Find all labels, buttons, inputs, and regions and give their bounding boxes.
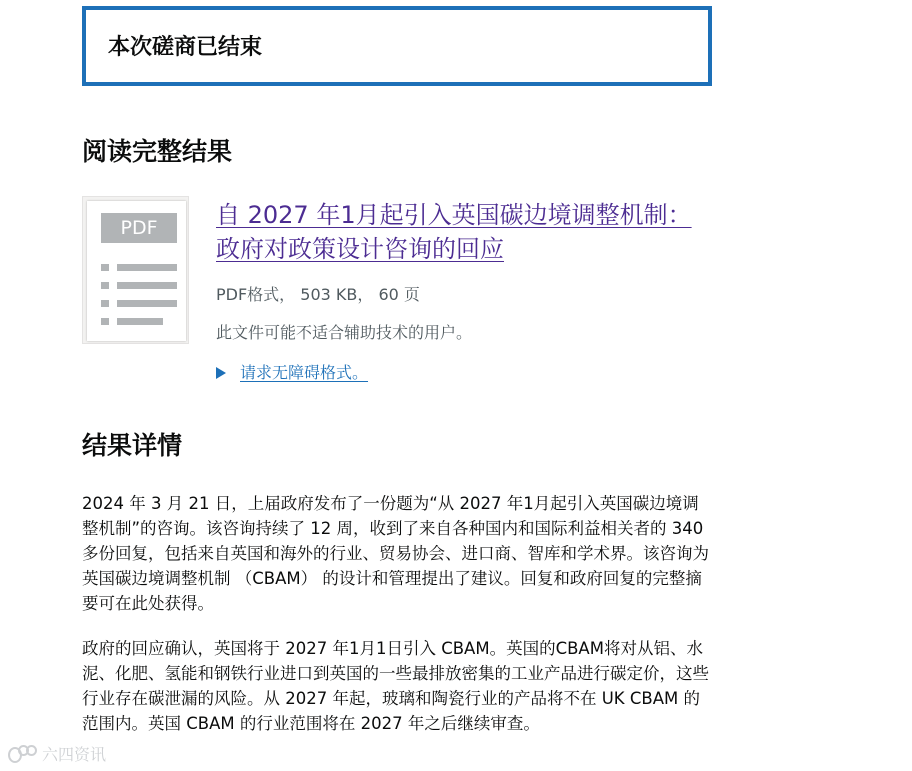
doc-bullet-icon xyxy=(101,318,109,325)
watermark xyxy=(8,742,106,765)
detail-paragraph: 政府的回应确认，英国将于 2027 年1月1日引入 CBAM。英国的CBAM将对从铝、水泥、化肥、氢能和钢铁行业进口到英国的一些最排放密集的工业产品进行碳定价，这些行业存在碳泄漏的风险。从 2027 年起，玻璃和陶瓷行业的产品将不在 UK CBAM 的范围内。英国 CBAM 的行业范围将在 2027 年之后继续审查。 xyxy=(82,639,709,733)
result-details-heading: 结果详情 xyxy=(82,431,183,460)
read-results-heading: 阅读完整结果 xyxy=(82,137,233,166)
pdf-label: PDF xyxy=(101,213,177,243)
document-title-link[interactable]: 自 2027 年1月起引入英国碳边境调整机制：政府对政策设计咨询的回应 xyxy=(216,201,692,263)
detail-paragraph: 2024 年 3 月 21 日，上届政府发布了一份题为“从 2027 年1月起引入英国碳边境调整机制”的咨询。该咨询持续了 12 周，收到了来自各种国内和国际利益相关者的 340 多份回复，包括来自英国和海外的行业、贸易协会、进口商、智库和学术界。该咨询为英国碳边境调整机制 （CBAM） 的设计和管理提出了建议。回复和政府回复的完整摘要可在此处获得。 xyxy=(82,494,709,613)
doc-line-icon xyxy=(117,318,163,325)
watermark-logo-icon xyxy=(8,745,36,763)
doc-line-icon xyxy=(117,300,177,307)
request-accessible-format[interactable] xyxy=(216,362,368,384)
pdf-document-icon xyxy=(87,201,186,341)
consultation-closed-notice xyxy=(82,6,712,86)
watermark-text: 六四资讯 xyxy=(42,745,107,764)
document-metadata: PDF格式， 503 KB， 60 页 xyxy=(216,285,420,304)
doc-line-icon xyxy=(117,264,177,271)
pdf-thumbnail[interactable] xyxy=(82,196,189,344)
doc-bullet-icon xyxy=(101,264,109,271)
doc-line-icon xyxy=(117,282,177,289)
notice-title: 本次磋商已结束 xyxy=(108,35,263,60)
disclosure-triangle-icon xyxy=(216,367,226,379)
request-accessible-format-link[interactable]: 请求无障碍格式。 xyxy=(240,363,369,382)
doc-bullet-icon xyxy=(101,300,109,307)
accessibility-note: 此文件可能不适合辅助技术的用户。 xyxy=(216,323,473,342)
doc-bullet-icon xyxy=(101,282,109,289)
